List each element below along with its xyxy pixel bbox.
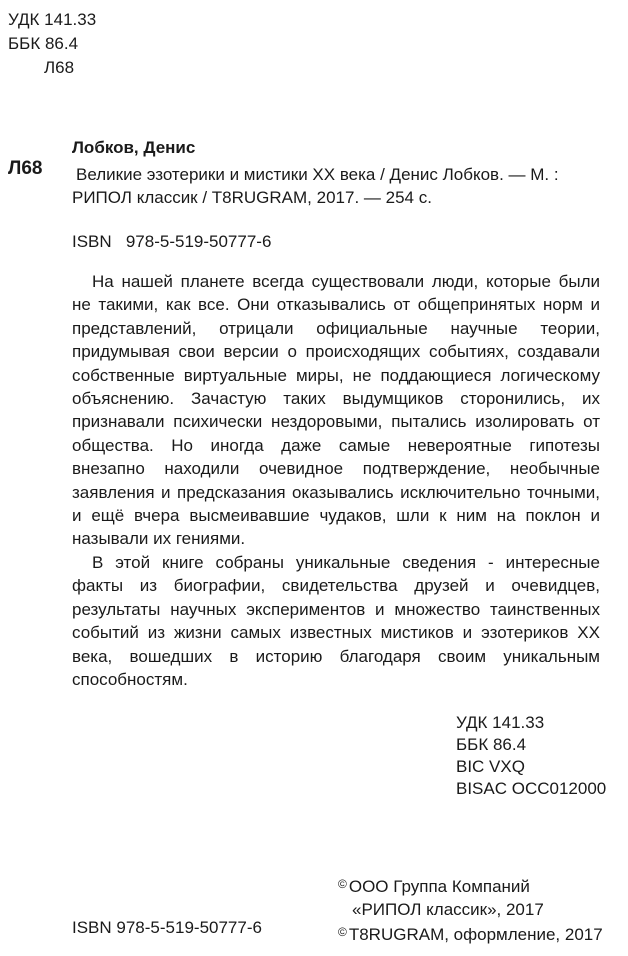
classification-bbk: ББК 86.4	[456, 735, 527, 754]
copyright-block	[338, 873, 603, 946]
copyright-symbol: ©	[338, 877, 347, 891]
classification-codes	[456, 712, 606, 800]
copyright-design: T8RUGRAM, оформление, 2017	[348, 925, 603, 944]
classification-bic: BIC VXQ	[456, 757, 525, 776]
cip-description-line1: Великие эзотерики и мистики XX века / Денис Лобков. — М. :	[76, 165, 559, 184]
top-bbk: ББК 86.4	[8, 34, 79, 53]
footer-isbn: ISBN 978-5-519-50777-6	[72, 918, 262, 937]
copyright-line-3	[338, 921, 603, 946]
top-author-sign: Л68	[44, 58, 75, 77]
copyright-owner: ООО Группа Компаний	[348, 877, 530, 896]
copyright-line-1	[338, 873, 603, 898]
cip-description-line2: РИПОЛ классик / T8RUGRAM, 2017. — 254 с.	[72, 188, 432, 207]
cip-isbn: ISBN 978-5-519-50777-6	[72, 232, 272, 251]
cip-description	[72, 163, 612, 209]
annotation-paragraph-2: В этой книге собраны уникальные сведения - интересные факты из биографии, свидетельства друзей и очевидцев, результаты научных экспериментов и множество таинственных событий из жизни самых известных мистиков и эзотериков XX века, вошедших в историю благодаря своим уникальным способностям.	[72, 552, 600, 689]
classification-udk: УДК 141.33	[456, 713, 545, 732]
annotation-paragraph-1: На нашей планете всегда существовали люди, которые были не такими, как все. Они отказывались от общепринятых норм и представлений, отрицали официальные научные теории, придумывая свои версии о происходящих событиях, создавали собственные виртуальные миры, не поддающиеся логическому объяснению. Зачастую таких выдумщиков сторонились, их признавали психически нездоровыми, пытались изолировать от общества. Но иногда даже самые невероятные гипотезы внезапно находили очевидное подтверждение, необычные заявления и предсказания оказывались исключительно точными, и ещё вчера высмеивавшие чудаков, шли к ним на поклон и называли их гениями.	[72, 272, 600, 549]
cip-author: Лобков, Денис	[72, 138, 196, 157]
annotation	[72, 270, 600, 691]
classification-bisac: BISAC OCC012000	[456, 779, 607, 798]
cip-author-sign: Л68	[8, 158, 43, 179]
copyright-line-2: «РИПОЛ классик», 2017	[352, 900, 544, 919]
top-udk: УДК 141.33	[8, 10, 97, 29]
copyright-symbol-2: ©	[338, 925, 347, 939]
